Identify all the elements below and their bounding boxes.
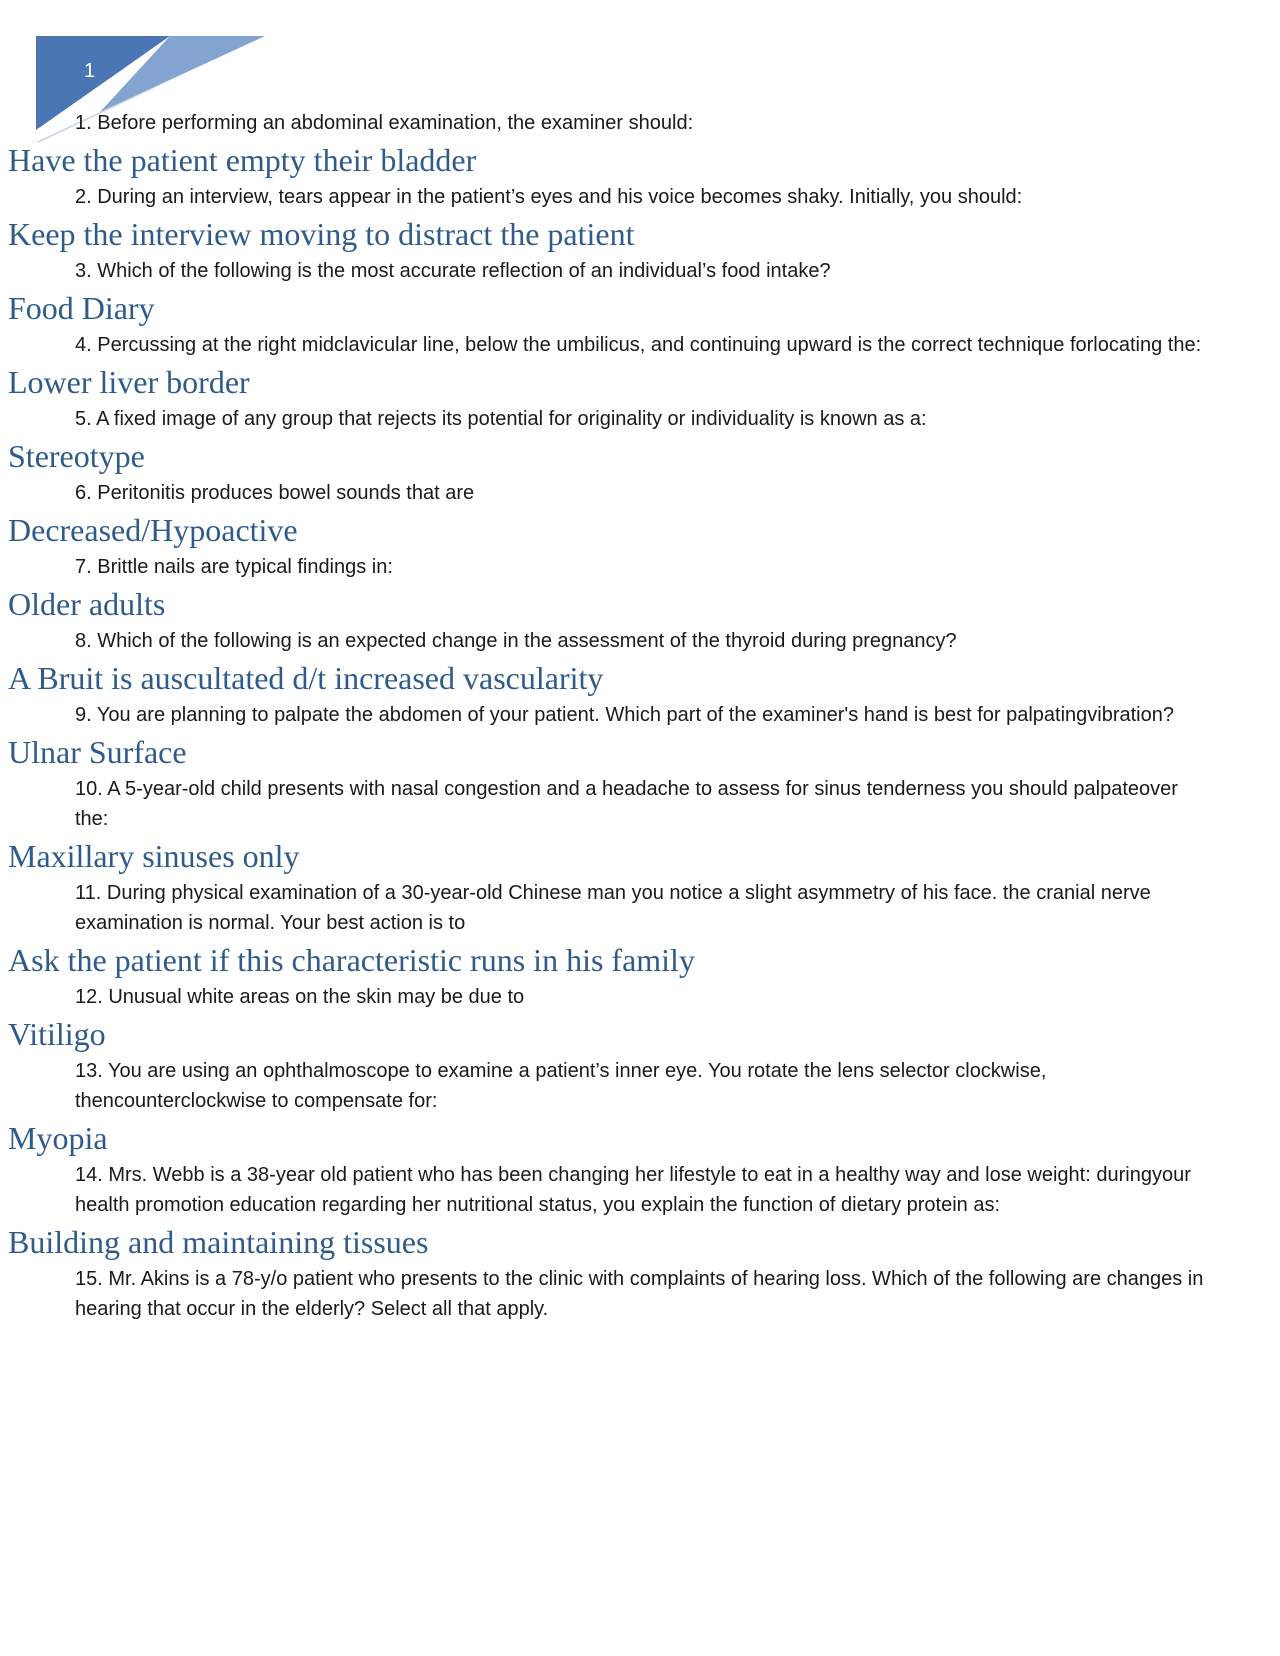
qa-item: [0, 478, 1280, 548]
qa-item: [0, 700, 1280, 770]
qa-item: [0, 1264, 1280, 1324]
qa-item: [0, 982, 1280, 1052]
answer-heading: Older adults: [8, 586, 166, 622]
qa-item: [0, 878, 1280, 978]
qa-item: [0, 1056, 1280, 1156]
question-text: 13. You are using an ophthalmoscope to examine a patient’s inner eye. You rotate the lens selector clockwise, thencounterclockwise to compensate for:: [75, 1060, 1047, 1112]
answer-heading: Maxillary sinuses only: [8, 838, 300, 874]
question-text: 3. Which of the following is the most accurate reflection of an individual’s food intake?: [75, 260, 831, 282]
question-text: 6. Peritonitis produces bowel sounds that are: [75, 482, 475, 504]
answer-heading: Vitiligo: [8, 1016, 106, 1052]
answer-heading: Decreased/Hypoactive: [8, 512, 298, 548]
question-text: 12. Unusual white areas on the skin may be due to: [75, 986, 525, 1008]
answer-heading: Stereotype: [8, 438, 145, 474]
answer-heading: A Bruit is auscultated d/t increased vascularity: [8, 660, 604, 696]
qa-list: [0, 108, 1280, 1324]
qa-item: [0, 330, 1280, 400]
answer-heading: Ulnar Surface: [8, 734, 187, 770]
question-text: 14. Mrs. Webb is a 38-year old patient who has been changing her lifestyle to eat in a healthy way and lose weight: duringyour health promotion education regarding her nutritional status, you explain the function of dietary protein as:: [75, 1164, 1191, 1216]
answer-heading: Myopia: [8, 1120, 108, 1156]
page-number: 1: [84, 60, 96, 82]
question-text: 9. You are planning to palpate the abdomen of your patient. Which part of the examiner's hand is best for palpatingvibration?: [75, 704, 1174, 726]
answer-heading: Keep the interview moving to distract the patient: [8, 216, 635, 252]
answer-heading: Have the patient empty their bladder: [8, 142, 477, 178]
answer-heading: Food Diary: [8, 290, 155, 326]
qa-item: [0, 1160, 1280, 1260]
question-text: 8. Which of the following is an expected change in the assessment of the thyroid during pregnancy?: [75, 630, 957, 652]
qa-item: [0, 626, 1280, 696]
question-text: 11. During physical examination of a 30-year-old Chinese man you notice a slight asymmetry of his face. the cranial nerve examination is normal. Your best action is to: [75, 882, 1151, 934]
answer-heading: Lower liver border: [8, 364, 250, 400]
qa-item: [0, 774, 1280, 874]
qa-item: [0, 108, 1280, 178]
qa-item: [0, 182, 1280, 252]
question-text: 4. Percussing at the right midclavicular line, below the umbilicus, and continuing upward is the correct technique forlocating the:: [75, 334, 1202, 356]
answer-heading: Ask the patient if this characteristic runs in his family: [8, 942, 695, 978]
qa-item: [0, 552, 1280, 622]
answer-heading: Building and maintaining tissues: [8, 1224, 429, 1260]
question-text: 7. Brittle nails are typical findings in:: [75, 556, 393, 578]
question-text: 1. Before performing an abdominal examination, the examiner should:: [75, 112, 694, 134]
qa-item: [0, 404, 1280, 474]
question-text: 10. A 5-year-old child presents with nasal congestion and a headache to assess for sinus tenderness you should palpateover the:: [75, 778, 1178, 830]
question-text: 15. Mr. Akins is a 78-y/o patient who presents to the clinic with complaints of hearing loss. Which of the following are changes in hearing that occur in the elderly? Select all that apply.: [75, 1268, 1204, 1320]
qa-item: [0, 256, 1280, 326]
question-text: 5. A fixed image of any group that rejects its potential for originality or individuality is known as a:: [75, 408, 927, 430]
question-text: 2. During an interview, tears appear in the patient’s eyes and his voice becomes shaky. Initially, you should:: [75, 186, 1023, 208]
